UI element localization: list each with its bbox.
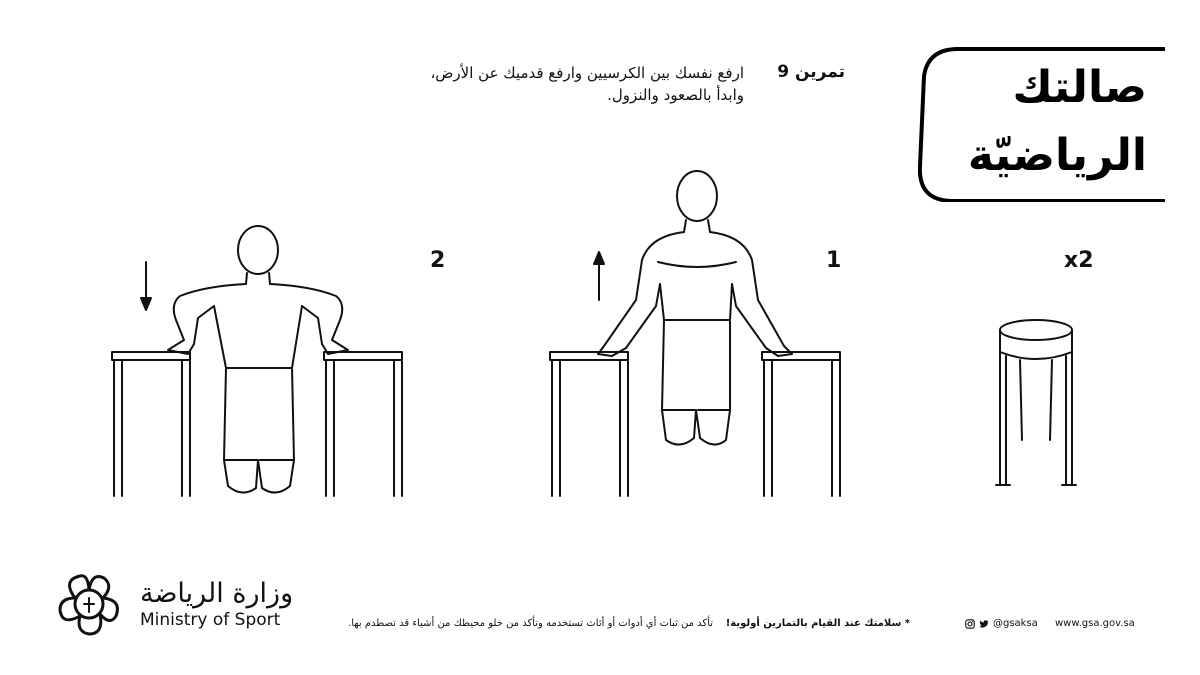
up-arrow-icon: [594, 252, 604, 300]
step-2-label: 2: [430, 248, 446, 273]
instagram-icon[interactable]: [965, 619, 975, 629]
website-link[interactable]: www.gsa.gov.sa: [1055, 618, 1135, 629]
instruction-line-1: ارفع نفسك بين الكرسيين وارفع قدميك عن الأرض،: [430, 64, 744, 82]
safety-note: [348, 618, 910, 629]
title-line-2: الرياضيّة: [967, 130, 1147, 181]
social-links: [965, 618, 1038, 629]
step2-person: [168, 226, 348, 493]
equipment-count-label: x2: [1064, 248, 1094, 273]
step2-right-chair: [324, 352, 402, 496]
step-1-label: 1: [826, 248, 842, 273]
step1-right-chair: [762, 352, 840, 496]
stool-illustration: [996, 320, 1076, 485]
instruction-line-2: وابدأ بالصعود والنزول.: [607, 86, 744, 104]
title-line-1: صالتك: [1012, 62, 1147, 113]
safety-note-text: تأكد من ثبات أي أدوات أو أثاث تستخدمه وتأكد من خلو محيطك من أشياء قد تصطدم بها.: [348, 618, 714, 629]
twitter-icon[interactable]: [979, 619, 989, 629]
ministry-name-arabic: وزارة الرياضة: [140, 578, 294, 609]
ministry-name-english: Ministry of Sport: [140, 610, 281, 630]
social-handle[interactable]: @gsaksa: [993, 618, 1038, 629]
down-arrow-icon: [141, 262, 151, 310]
exercise-number: تمرين 9: [777, 62, 845, 82]
step1-left-chair: [550, 352, 628, 496]
ministry-flower-logo: [60, 576, 117, 634]
step2-left-chair: [112, 352, 190, 496]
safety-note-bold: * سلامتك عند القيام بالتمارين أولوية!: [725, 618, 910, 629]
